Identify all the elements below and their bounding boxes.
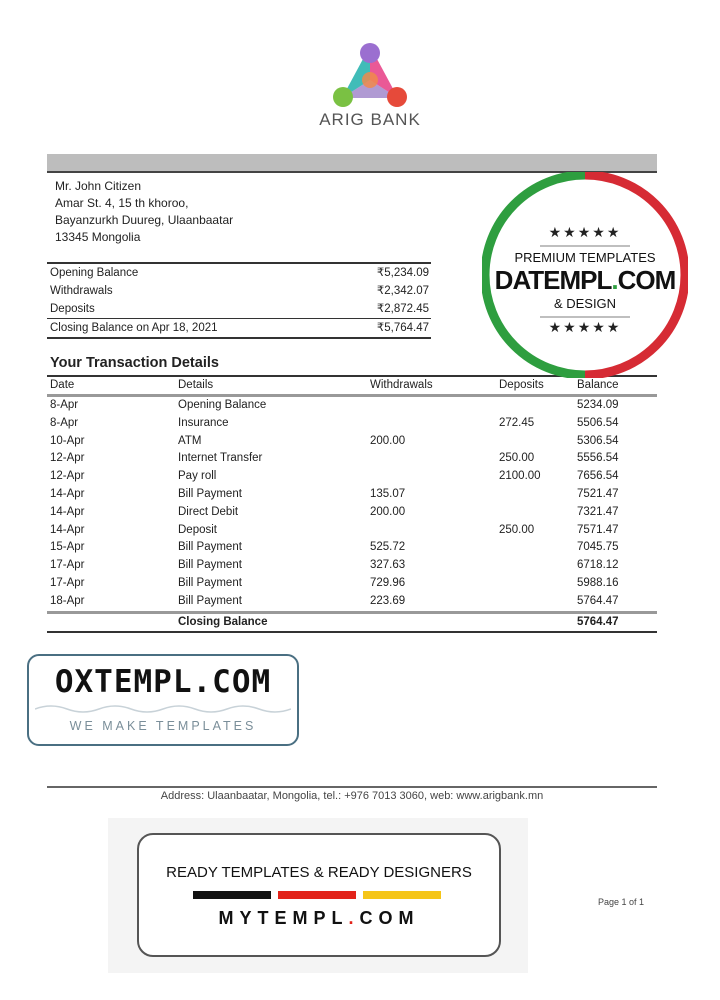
summary-closing-row bbox=[47, 318, 431, 339]
stamp-stars-top: ★★★★★ bbox=[548, 224, 622, 240]
table-row bbox=[47, 522, 657, 540]
transactions-closing-row bbox=[47, 611, 657, 633]
stripe-red bbox=[278, 891, 356, 899]
row-details: Bill Payment bbox=[178, 559, 242, 572]
row-date: 8-Apr bbox=[50, 416, 79, 429]
row-withdrawal: 135.07 bbox=[370, 487, 406, 500]
transactions-table bbox=[47, 375, 657, 633]
row-date: 14-Apr bbox=[50, 523, 85, 536]
table-row bbox=[47, 486, 657, 504]
table-row bbox=[47, 468, 657, 486]
row-details: Insurance bbox=[178, 416, 229, 429]
stamp-stars-bottom: ★★★★★ bbox=[548, 319, 622, 335]
header-bar bbox=[47, 154, 657, 171]
row-details: Deposit bbox=[178, 523, 217, 536]
stripe-black bbox=[193, 891, 271, 899]
stamp-site-part1: DATEMPL bbox=[494, 265, 612, 295]
row-balance: 7321.47 bbox=[577, 505, 619, 518]
row-date: 10-Apr bbox=[50, 434, 85, 447]
transactions-body bbox=[47, 397, 657, 611]
row-details: Bill Payment bbox=[178, 541, 242, 554]
summary-deposits-label: Deposits bbox=[50, 303, 95, 315]
row-balance: 7045.75 bbox=[577, 541, 619, 554]
mytempl-site bbox=[137, 908, 501, 929]
summary-closing-label: Closing Balance on Apr 18, 2021 bbox=[50, 322, 218, 334]
summary-opening-value: ₹5,234.09 bbox=[376, 267, 429, 279]
row-date: 18-Apr bbox=[50, 594, 85, 607]
mytempl-site-dot: . bbox=[348, 908, 360, 928]
table-row bbox=[47, 593, 657, 611]
row-withdrawal: 200.00 bbox=[370, 505, 406, 518]
row-details: Internet Transfer bbox=[178, 452, 263, 465]
summary-deposits-row bbox=[47, 300, 431, 318]
table-row bbox=[47, 397, 657, 415]
row-deposit: 2100.00 bbox=[499, 470, 541, 483]
stamp-site-name bbox=[482, 265, 688, 296]
transactions-title: Your Transaction Details bbox=[50, 355, 219, 371]
row-balance: 5556.54 bbox=[577, 452, 619, 465]
mytempl-title: READY TEMPLATES & READY DESIGNERS bbox=[166, 864, 472, 881]
row-deposit: 250.00 bbox=[499, 523, 535, 536]
row-details: Pay roll bbox=[178, 470, 217, 483]
summary-withdrawals-label: Withdrawals bbox=[50, 285, 113, 297]
summary-deposits-value: ₹2,872.45 bbox=[376, 303, 429, 315]
summary-withdrawals-row bbox=[47, 282, 431, 300]
row-balance: 5234.09 bbox=[577, 399, 619, 411]
stripe-yellow bbox=[363, 891, 441, 899]
page-number: Page 1 of 1 bbox=[598, 897, 645, 907]
table-row bbox=[47, 450, 657, 468]
summary-opening-label: Opening Balance bbox=[50, 267, 139, 279]
stamp-design: & DESIGN bbox=[553, 296, 617, 311]
summary-withdrawals-value: ₹2,342.07 bbox=[376, 285, 429, 297]
row-details: Direct Debit bbox=[178, 505, 239, 518]
stamp-site-part2: COM bbox=[617, 265, 676, 295]
stamp-site-dot: . bbox=[611, 265, 618, 295]
row-deposit: 250.00 bbox=[499, 452, 535, 465]
row-withdrawal: 200.00 bbox=[370, 434, 406, 447]
mytempl-site-part2: COM bbox=[359, 908, 420, 928]
customer-address-line1: Amar St. 4, 15 th khoroo, bbox=[55, 196, 189, 210]
table-row bbox=[47, 539, 657, 557]
row-details: Bill Payment bbox=[178, 594, 242, 607]
row-details: ATM bbox=[178, 434, 202, 447]
row-balance: 5988.16 bbox=[577, 576, 619, 589]
row-balance: 7521.47 bbox=[577, 487, 619, 500]
footer-address: Address: Ulaanbaatar, Mongolia, tel.: +976 7013 3060, web: www.arigbank.mn bbox=[160, 790, 544, 802]
row-withdrawal: 729.96 bbox=[370, 576, 406, 589]
header-date: Date bbox=[50, 379, 75, 391]
row-balance: 7656.54 bbox=[577, 470, 619, 483]
row-date: 15-Apr bbox=[50, 541, 85, 554]
closing-balance-value: 5764.47 bbox=[577, 615, 619, 628]
row-deposit: 272.45 bbox=[499, 416, 535, 429]
row-date: 14-Apr bbox=[50, 505, 85, 518]
row-date: 12-Apr bbox=[50, 470, 85, 483]
header-details: Details bbox=[178, 379, 214, 391]
row-balance: 5506.54 bbox=[577, 416, 619, 429]
table-row bbox=[47, 415, 657, 433]
mytempl-site-part1: MYTEMPL bbox=[218, 908, 349, 928]
row-details: Bill Payment bbox=[178, 576, 242, 589]
summary-opening-row bbox=[47, 262, 431, 282]
transactions-header-row bbox=[47, 375, 657, 397]
row-details: Opening Balance bbox=[178, 399, 267, 411]
row-date: 17-Apr bbox=[50, 576, 85, 589]
row-balance: 6718.12 bbox=[577, 559, 619, 572]
customer-address-line2: Bayanzurkh Duureg, Ulaanbaatar bbox=[55, 213, 234, 227]
row-details: Bill Payment bbox=[178, 487, 242, 500]
closing-balance-label: Closing Balance bbox=[178, 615, 268, 628]
balance-summary bbox=[47, 262, 431, 339]
stamp-premium-templates: PREMIUM TEMPLATES bbox=[514, 250, 656, 265]
row-date: 8-Apr bbox=[50, 399, 79, 411]
header-deposits: Deposits bbox=[499, 379, 544, 391]
row-date: 14-Apr bbox=[50, 487, 85, 500]
header-withdrawals: Withdrawals bbox=[370, 379, 433, 391]
table-row bbox=[47, 504, 657, 522]
header-balance: Balance bbox=[577, 379, 619, 391]
table-row bbox=[47, 575, 657, 593]
row-date: 12-Apr bbox=[50, 452, 85, 465]
customer-address-line3: 13345 Mongolia bbox=[55, 230, 141, 244]
row-balance: 5764.47 bbox=[577, 594, 619, 607]
summary-closing-value: ₹5,764.47 bbox=[376, 322, 429, 334]
row-balance: 5306.54 bbox=[577, 434, 619, 447]
footer-divider bbox=[47, 786, 657, 788]
oxtempl-wave-decoration bbox=[35, 703, 291, 715]
row-withdrawal: 525.72 bbox=[370, 541, 406, 554]
table-row bbox=[47, 557, 657, 575]
row-balance: 7571.47 bbox=[577, 523, 619, 536]
table-row bbox=[47, 433, 657, 451]
row-withdrawal: 223.69 bbox=[370, 594, 406, 607]
oxtempl-subtitle: WE MAKE TEMPLATES bbox=[69, 719, 257, 733]
row-withdrawal: 327.63 bbox=[370, 559, 406, 572]
customer-name: Mr. John Citizen bbox=[55, 179, 142, 193]
bank-logo-icon bbox=[330, 40, 410, 110]
oxtempl-title: OXTEMPL.COM bbox=[54, 664, 272, 700]
row-date: 17-Apr bbox=[50, 559, 85, 572]
bank-name: ARIG BANK bbox=[319, 110, 421, 129]
